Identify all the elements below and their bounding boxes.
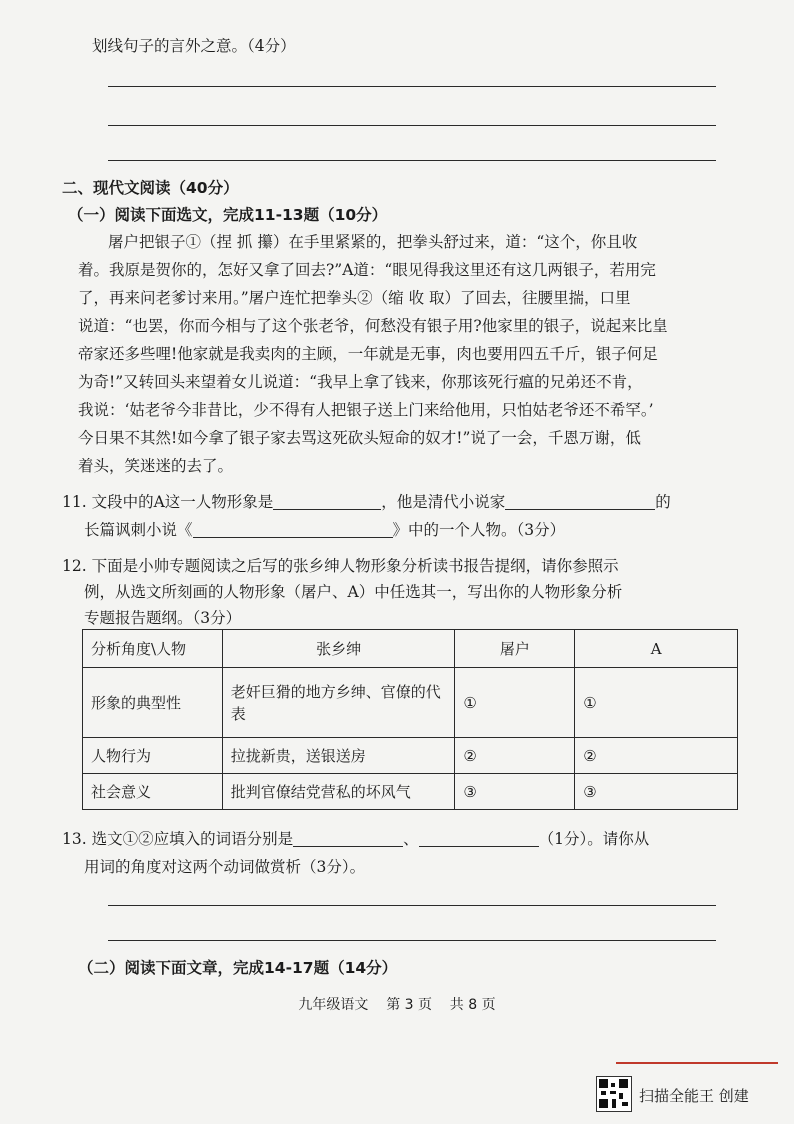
section-title: 二、现代文阅读（40分） bbox=[62, 179, 239, 197]
question-11-cont: 长篇讽刺小说《 》中的一个人物。（3分） bbox=[84, 521, 566, 539]
passage-line: 为奇!”又转回头来望着女儿说道：“我早上拿了钱来，你那该死行瘟的兄弟还不肯， bbox=[78, 373, 643, 391]
answer-line bbox=[108, 160, 716, 161]
passage-line: 说道：“也罢，你而今相与了这个张老爷，何愁没有银子用?他家里的银子，说起来比皇 bbox=[78, 317, 668, 335]
passage-line: 我说：‘姑老爷今非昔比，少不得有人把银子送上门来给他用，只怕姑老爷还不希罕。’ bbox=[78, 401, 654, 419]
table-header-cell: 屠户 bbox=[455, 630, 575, 668]
answer-blank[interactable] bbox=[419, 830, 539, 847]
table-row bbox=[83, 774, 738, 810]
passage-line: 今日果不其然!如今拿了银子家去骂这死砍头短命的奴才!”说了一会，千恩万谢，低 bbox=[78, 429, 641, 447]
table-row bbox=[83, 738, 738, 774]
part2-title: （二）阅读下面文章，完成14-17题（14分） bbox=[78, 959, 398, 977]
answer-blank[interactable] bbox=[505, 493, 655, 510]
table-cell: 老奸巨猾的地方乡绅、官僚的代表 bbox=[222, 668, 455, 738]
passage-line: 着。我原是贺你的，怎好又拿了回去?”A道：“眼见得我这里还有这几两银子，若用完 bbox=[78, 261, 656, 279]
table-header-cell: A bbox=[575, 630, 738, 668]
qr-code-icon bbox=[596, 1076, 632, 1112]
table-header-cell: 分析角度\人物 bbox=[83, 630, 223, 668]
answer-line bbox=[108, 86, 716, 87]
table-cell: 社会意义 bbox=[83, 774, 223, 810]
question-header: 划线句子的言外之意。（4分） bbox=[92, 37, 296, 55]
table-cell[interactable]: ① bbox=[575, 668, 738, 738]
passage-line: 屠户把银子①（捏 抓 攥）在手里紧紧的，把拳头舒过来，道：“这个，你且收 bbox=[108, 233, 638, 251]
table-header-cell: 张乡绅 bbox=[222, 630, 455, 668]
table-cell[interactable]: ② bbox=[455, 738, 575, 774]
part1-title: （一）阅读下面选文，完成11-13题（10分） bbox=[68, 206, 388, 224]
question-13: 13. 选文①②应填入的词语分别是 、 （1分）。请你从 bbox=[62, 830, 650, 848]
table-cell: 批判官僚结党营私的坏风气 bbox=[222, 774, 455, 810]
table-cell[interactable]: ③ bbox=[575, 774, 738, 810]
scanner-divider bbox=[616, 1062, 778, 1064]
question-12-line: 专题报告题纲。（3分） bbox=[84, 609, 242, 627]
table-cell: 人物行为 bbox=[83, 738, 223, 774]
table-cell: 拉拢新贵，送银送房 bbox=[222, 738, 455, 774]
answer-line bbox=[108, 905, 716, 906]
table-cell: 形象的典型性 bbox=[83, 668, 223, 738]
question-12: 12. 下面是小帅专题阅读之后写的张乡绅人物形象分析读书报告提纲，请你参照示 bbox=[62, 557, 619, 575]
passage-line: 帝家还多些哩!他家就是我卖肉的主顾，一年就是无事，肉也要用四五千斤，银子何足 bbox=[78, 345, 658, 363]
question-11: 11. 文段中的A这一人物形象是 ，他是清代小说家 的 bbox=[62, 493, 671, 511]
analysis-table bbox=[82, 629, 738, 810]
page-footer: 九年级语文 第 3 页 共 8 页 bbox=[298, 997, 496, 1013]
scanner-brand: 扫描全能王 创建 bbox=[639, 1087, 749, 1105]
table-row bbox=[83, 668, 738, 738]
passage-line: 着头，笑迷迷的去了。 bbox=[78, 457, 234, 475]
question-12-line: 例，从选文所刻画的人物形象（屠户、A）中任选其一，写出你的人物形象分析 bbox=[84, 583, 623, 601]
passage-line: 了，再来问老爹讨来用。”屠户连忙把拳头②（缩 收 取）了回去，往腰里揣，口里 bbox=[78, 289, 631, 307]
table-header-row bbox=[83, 630, 738, 668]
question-13-cont: 用词的角度对这两个动词做赏析（3分）。 bbox=[84, 858, 366, 876]
answer-line bbox=[108, 125, 716, 126]
table-cell[interactable]: ③ bbox=[455, 774, 575, 810]
answer-blank[interactable] bbox=[293, 830, 403, 847]
table-cell[interactable]: ② bbox=[575, 738, 738, 774]
answer-blank[interactable] bbox=[193, 521, 393, 538]
answer-blank[interactable] bbox=[273, 493, 381, 510]
table-cell[interactable]: ① bbox=[455, 668, 575, 738]
answer-line bbox=[108, 940, 716, 941]
